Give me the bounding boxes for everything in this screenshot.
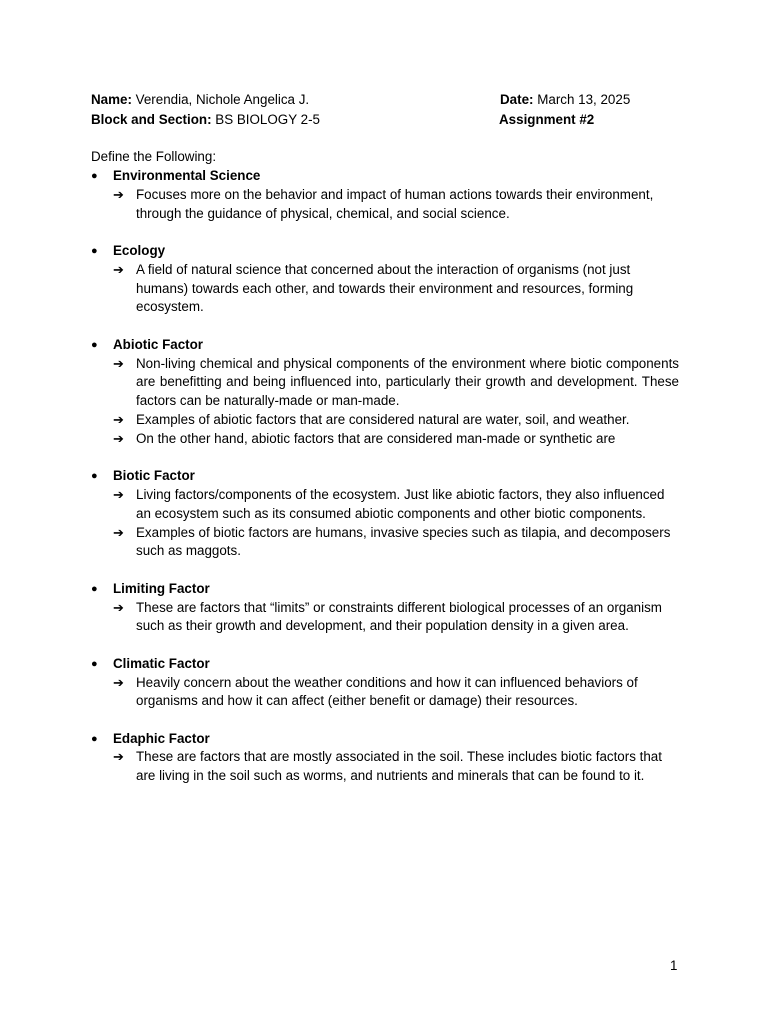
arrow-right-icon: ➔: [113, 524, 124, 540]
name-value: Verendia, Nichole Angelica J.: [135, 92, 310, 107]
definition-item: [91, 355, 679, 411]
term-section: [91, 467, 679, 561]
header-row-1: [91, 91, 691, 111]
definition-item: [91, 748, 679, 786]
date-field: [500, 91, 630, 110]
date-label: Date:: [500, 92, 534, 107]
definition-item: [91, 411, 679, 430]
term-title: [91, 167, 679, 186]
definition-text: A field of natural science that concerned about the interaction of organisms (not just humans) towards each other, and towards their environment and resources, forming ecosystem.: [136, 261, 634, 315]
term-title-text: Edaphic Factor: [113, 730, 210, 746]
bullet-icon: ●: [91, 732, 98, 745]
term-section: [91, 242, 679, 317]
bullet-icon: ●: [91, 470, 98, 483]
term-title-text: Limiting Factor: [113, 580, 210, 596]
arrow-right-icon: ➔: [113, 674, 124, 690]
name-field: [91, 91, 309, 110]
definition-text: Living factors/components of the ecosystem. Just like abiotic factors, they also influenced an ecosystem such as its consumed abiotic components and other biotic components.: [136, 486, 665, 521]
term-title: [91, 730, 679, 749]
bullet-icon: ●: [91, 244, 98, 257]
bullet-icon: ●: [91, 338, 98, 351]
term-section: [91, 655, 679, 711]
term-title: [91, 580, 679, 599]
term-title: [91, 242, 679, 261]
definition-list: [91, 486, 679, 561]
block-label: Block and Section:: [91, 112, 212, 127]
term-title-text: Biotic Factor: [113, 468, 195, 484]
definition-list: [91, 186, 679, 224]
arrow-right-icon: ➔: [113, 261, 124, 277]
block-field: [91, 111, 320, 130]
term-title: [91, 336, 679, 355]
arrow-right-icon: ➔: [113, 486, 124, 502]
arrow-right-icon: ➔: [113, 749, 124, 765]
term-title-text: Ecology: [113, 242, 166, 258]
definition-list: [91, 261, 679, 317]
term-section: [91, 730, 679, 786]
definition-item: [91, 674, 679, 712]
document-body: [91, 148, 679, 786]
terms-list: [91, 167, 679, 786]
definition-list: [91, 674, 679, 712]
definition-text: These are factors that “limits” or constraints different biological processes of an organism such as their growth and development, and their population density in a given area.: [136, 599, 662, 634]
arrow-right-icon: ➔: [113, 599, 124, 615]
definition-text: Focuses more on the behavior and impact of human actions towards their environment, through the guidance of physical, chemical, and social science.: [136, 186, 654, 221]
definition-item: [91, 486, 679, 524]
definition-text: Heavily concern about the weather conditions and how it can influenced behaviors of organisms and how it can affect (either benefit or damage) their resources.: [136, 674, 638, 709]
definition-list: [91, 748, 679, 786]
term-section: [91, 580, 679, 636]
definition-item: [91, 430, 679, 449]
term-title-text: Environmental Science: [113, 168, 261, 183]
arrow-right-icon: ➔: [113, 186, 124, 202]
definition-list: [91, 599, 679, 637]
definition-text: Examples of abiotic factors that are considered natural are water, soil, and weather.: [136, 411, 630, 427]
arrow-right-icon: ➔: [113, 355, 124, 371]
term-title-text: Climatic Factor: [113, 655, 210, 671]
header-row-2: [91, 111, 691, 131]
definition-text: Non-living chemical and physical components of the environment where biotic components are benefitting and being influenced into, particularly their growth and development. These factors can be naturally-made or man-made.: [136, 355, 679, 409]
definition-item: [91, 599, 679, 637]
definition-text: These are factors that are mostly associated in the soil. These includes biotic factors that are living in the soil such as worms, and nutrients and minerals that can be found to it.: [136, 749, 662, 784]
assignment-field: [499, 111, 594, 130]
assignment-label: Assignment #2: [499, 112, 595, 127]
arrow-right-icon: ➔: [113, 411, 124, 427]
definition-item: [91, 524, 679, 562]
intro-text: Define the Following:: [91, 149, 217, 164]
bullet-icon: ●: [91, 582, 98, 595]
term-title: [91, 655, 679, 674]
document-header: [91, 91, 691, 131]
definition-item: [91, 186, 679, 224]
bullet-icon: ●: [91, 657, 98, 670]
definition-text: Examples of biotic factors are humans, invasive species such as tilapia, and decomposers such as maggots.: [136, 524, 671, 559]
page-number: 1: [670, 958, 678, 973]
term-title: [91, 467, 679, 486]
definition-text: On the other hand, abiotic factors that are considered man-made or synthetic are: [136, 430, 616, 446]
definition-list: [91, 355, 679, 449]
block-value: BS BIOLOGY 2-5: [215, 112, 320, 127]
term-section: [91, 167, 679, 223]
arrow-right-icon: ➔: [113, 430, 124, 446]
date-value: March 13, 2025: [537, 92, 631, 107]
term-title-text: Abiotic Factor: [113, 336, 204, 352]
definition-item: [91, 261, 679, 317]
bullet-icon: ●: [91, 170, 98, 182]
name-label: Name:: [91, 92, 132, 107]
term-section: [91, 336, 679, 449]
